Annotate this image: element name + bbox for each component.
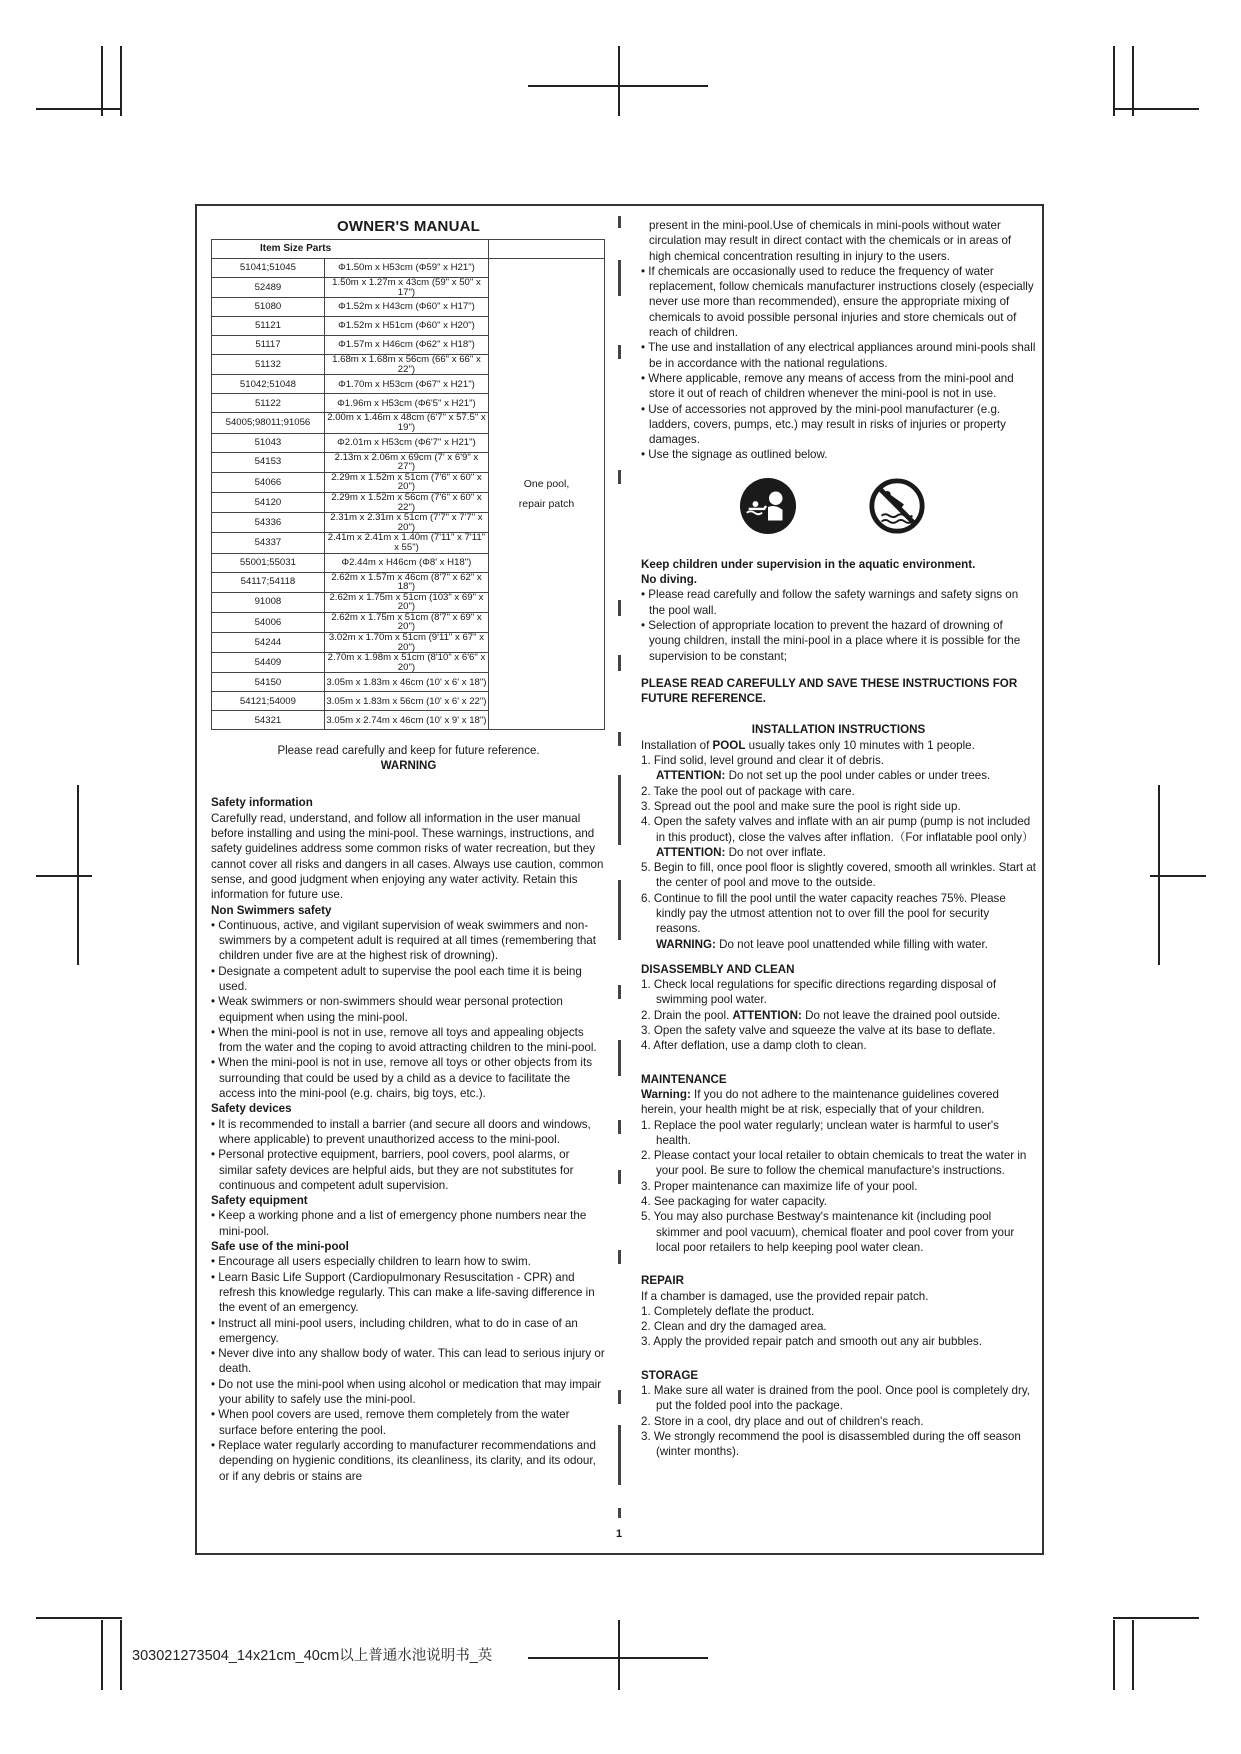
list-item: • Where applicable, remove any means of access from the mini-pool and store it out of reach of children whenever the mini-pool is not in use. [641,371,1014,401]
footer-filename: 303021273504_14x21cm_40cm以上普通水池说明书_英 [132,1648,493,1664]
install-step-1: 1. Find solid, level ground and clear it of debris. [641,754,884,768]
safety-devices-heading: Safety devices [211,1102,292,1116]
read-note-text: Please read carefully and keep for future reference. [277,745,540,758]
item-size: 2.29m x 1.52m x 56cm (7'6" x 60" x 22") [324,492,488,512]
list-item: 1. Make sure all water is drained from the pool. Once pool is completely dry, put the folded pool into the package. [641,1384,1030,1413]
item-number: 54121;54009 [212,692,325,711]
installation-intro [641,738,1036,753]
storage-heading: STORAGE [641,1368,699,1382]
list-item: • Do not use the mini-pool when using alcohol or medication that may impair your ability to safely use the mini-pool. [211,1377,602,1407]
install-step-6: 6. Continue to fill the pool until the water capacity reaches 75%. Please kindly pay the utmost attention not to over fill the pool for security reasons. [641,891,1006,936]
storage-list [641,1383,1036,1459]
installation-heading: INSTALLATION INSTRUCTIONS [751,723,926,737]
item-size: 2.70m x 1.98m x 51cm (8'10" x 6'6" x 20") [324,653,488,673]
list-item: • When the mini-pool is not in use, remove all toys or other objects from its surrounding that could be used by a child as a device to facilitate the access into the mini-pool (e.g. chairs, big toys, etc.). [211,1056,593,1101]
maintenance-heading: MAINTENANCE [641,1072,727,1086]
item-number: 54337 [212,533,325,553]
item-size: 2.62m x 1.57m x 46cm (8'7" x 62" x 18") [324,572,488,592]
right-text [641,218,1036,1459]
no-diving-heading: No diving. [641,573,698,587]
item-number: 51041;51045 [212,259,325,278]
install-step-3: 3. Spread out the pool and make sure the pool is right side up. [641,799,961,813]
safe-use-heading: Safe use of the mini-pool [211,1240,349,1254]
intro-text: Installation of [641,738,713,752]
dis-2-attention: Do not leave the drained pool outside. [801,1008,1001,1022]
list-item: • Learn Basic Life Support (Cardiopulmonary Resuscitation - CPR) and refresh this knowledge regularly. This can make a life-saving difference in the event of an emergency. [211,1270,595,1315]
safe-use-list [211,1254,606,1483]
warning-label: WARNING: [656,937,716,951]
attention-label: ATTENTION: [732,1008,802,1022]
continued-paragraph: present in the mini-pool.Use of chemicals in mini-pools without water circulation may result in direct contact with the chemicals or in areas of high chemical concentration resulting in injury to the users. [649,219,1012,263]
list-item: 3. Apply the provided repair patch and smooth out any air bubbles. [641,1335,982,1349]
item-size: Φ1.50m x H53cm (Φ59" x H21") [324,259,488,278]
disassembly-step-1: 1. Check local regulations for specific directions regarding disposal of swimming pool water. [641,978,997,1007]
item-size: Φ1.52m x H51cm (Φ60" x H20") [324,317,488,336]
item-size: 1.68m x 1.68m x 56cm (66" x 66" x 22") [324,355,488,375]
item-number: 54117;54118 [212,572,325,592]
item-number: 51043 [212,433,325,452]
attention-text: Do not over inflate. [725,845,826,859]
item-number: 54006 [212,612,325,632]
maintenance-list [641,1118,1036,1256]
safety-equipment-list [211,1208,606,1239]
continued-bullets [641,264,1036,463]
item-number: 51117 [212,336,325,355]
save-instructions-heading: PLEASE READ CAREFULLY AND SAVE THESE INSTRUCTIONS FOR FUTURE REFERENCE. [641,676,1018,706]
list-item: 5. You may also purchase Bestway's maintenance kit (including pool skimmer and pool vacuum), chemical floater and pool cover from your local poor retailers to help keeping pool water clean. [641,1210,1015,1254]
list-item: • When the mini-pool is not in use, remove all toys and appealing objects from the water and the coping to avoid attracting children to the mini-pool. [211,1025,597,1055]
safety-text [211,795,606,1483]
item-number: 51121 [212,317,325,336]
item-number: 51132 [212,355,325,375]
read-note [211,744,606,774]
parts-note-line-1: One pool, [523,478,570,491]
item-number: 51080 [212,298,325,317]
list-item: • Weak swimmers or non-swimmers should wear personal protection equipment when using the mini-pool. [211,995,563,1024]
item-number: 54153 [212,452,325,472]
list-item: 2. Store in a cool, dry place and out of children's reach. [641,1414,924,1428]
disassembly-step-2 [641,1008,1036,1023]
page-title: OWNER'S MANUAL [336,218,481,235]
list-item: • Replace water regularly according to manufacturer recommendations and depending on hygienic conditions, its cleanliness, its clarity, and its odour, or if any debris or stains are [211,1438,596,1483]
safety-equipment-heading: Safety equipment [211,1194,308,1208]
keep-children-heading: Keep children under supervision in the aquatic environment. [641,557,976,571]
list-item: 4. See packaging for water capacity. [641,1195,828,1209]
warning-heading: WARNING [380,760,437,773]
item-number: 91008 [212,592,325,612]
item-number: 54321 [212,711,325,730]
list-item: • If chemicals are occasionally used to reduce the frequency of water replacement, follow chemicals manufacturer instructions closely (especially never use more than recommended), ensure the appropriate mixing of chemicals to avoid possible personal injuries and store chemicals out of reach of children. [641,264,1034,340]
table-header: Item Size Parts [212,240,489,259]
attention-label: ATTENTION: [656,769,726,783]
list-item: 2. Clean and dry the damaged area. [641,1320,827,1334]
intro-pool: POOL [712,738,746,752]
item-size: 2.41m x 2.41m x 1.40m (7'11" x 7'11" x 55") [324,533,488,553]
item-number: 54409 [212,653,325,673]
install-step-4-attention [641,845,1036,860]
list-item: • Personal protective equipment, barriers, pool covers, pool alarms, or similar safety devices are helpful aids, but they are not substitutes for continuous and competent adult supervision. [211,1148,574,1192]
intro-text-end: usually takes only 10 minutes with 1 people. [745,738,975,752]
no-diving-sign-icon [868,477,926,535]
attention-text: Do not set up the pool under cables or under trees. [725,769,991,783]
item-size: 2.62m x 1.75m x 51cm (103" x 69" x 20") [324,592,488,612]
item-number: 54120 [212,492,325,512]
list-item: • Use the signage as outlined below. [641,448,828,462]
item-number: 51122 [212,394,325,413]
install-step-6-warning [641,937,1036,952]
item-size: 2.00m x 1.46m x 48cm (6'7" x 57.5" x 19") [324,413,488,433]
safety-devices-list [211,1117,606,1193]
disassembly-heading: DISASSEMBLY AND CLEAN [641,962,795,976]
repair-heading: REPAIR [641,1274,684,1288]
item-size: Φ1.52m x H43cm (Φ60" x H17") [324,298,488,317]
page-number: 1 [616,1528,623,1540]
item-size: Φ1.57m x H46cm (Φ62" x H18") [324,336,488,355]
dis-2-text: 2. Drain the pool. [641,1008,733,1022]
non-swimmers-list [211,918,606,1102]
list-item: • Use of accessories not approved by the mini-pool manufacturer (e.g. ladders, covers, pumps, etc.) may result in risks of injuries or property damages. [641,402,1006,447]
table-header-row [212,240,605,259]
item-size: Φ1.96m x H53cm (Φ6'5" x H21") [324,394,488,413]
list-item: 1. Replace the pool water regularly; unclean water is harmful to user's health. [641,1118,999,1147]
disassembly-step-3: 3. Open the safety valve and squeeze the valve at its base to deflate. [641,1024,996,1038]
install-step-1-attention [641,768,1036,783]
item-number: 55001;55031 [212,553,325,572]
item-size: 2.13m x 2.06m x 69cm (7' x 6'9" x 27") [324,452,488,472]
parts-table-body [212,259,605,730]
list-item: • Designate a competent adult to supervise the pool each time it is being used. [211,964,582,993]
parts-note-line-2: repair patch [518,498,575,511]
item-size: 3.05m x 1.83m x 46cm (10' x 6' x 18") [324,673,488,692]
item-size: Φ1.70m x H53cm (Φ67" x H21") [324,375,488,394]
safety-info-heading: Safety information [211,796,313,810]
item-size: 2.62m x 1.75m x 51cm (8'7" x 69" x 20") [324,612,488,632]
item-size: Φ2.01m x H53cm (Φ6'7" x H21") [324,433,488,452]
repair-list [641,1304,1036,1350]
install-step-5: 5. Begin to fill, once pool floor is slightly covered, smooth all wrinkles. Start at the center of pool and move to the outside. [641,861,1037,890]
table-header-empty [489,240,605,259]
maint-warning-text: If you do not adhere to the maintenance guidelines covered herein, your health might be at risk, especially that of your children. [641,1087,999,1117]
list-item: 3. Proper maintenance can maximize life of your pool. [641,1179,918,1193]
list-item: • Selection of appropriate location to prevent the hazard of drowning of young children, install the mini-pool in a place where it is possible for the supervision to be constant; [641,618,1021,663]
item-number: 52489 [212,278,325,298]
install-step-2: 2. Take the pool out of package with care. [641,784,855,798]
list-item: • Instruct all mini-pool users, including children, what to do in case of an emergency. [211,1316,578,1345]
safety-info-paragraph: Carefully read, understand, and follow all information in the user manual before installing and using the mini-pool. These warnings, instructions, and safety guidelines address some common risks of water recreation, but they cannot cover all risks and dangers in all cases. Always use caution, common sense, and good judgment when enjoying any water activity. Retain this information for future use. [211,811,604,902]
install-step-4: 4. Open the safety valves and inflate with an air pump (pump is not included in this product), close the valves after inflation.（For inflatable pool only） [641,815,1034,844]
right-column [641,218,1036,1459]
list-item: • Continuous, active, and vigilant supervision of weak swimmers and non-swimmers by a competent adult is required at all times (remembering that children under five are at the highest risk of drowning). [211,918,596,963]
parts-cell [489,259,605,730]
list-item: • It is recommended to install a barrier (and secure all doors and windows, where applicable) to prevent unauthorized access to the mini-pool. [211,1117,591,1146]
item-size: 3.02m x 1.70m x 51cm (9'11" x 67" x 20") [324,633,488,653]
item-size: 3.05m x 2.74m x 46cm (10' x 9' x 18") [324,711,488,730]
list-item: • Keep a working phone and a list of emergency phone numbers near the mini-pool. [211,1209,587,1238]
attention-label: ATTENTION: [656,845,726,859]
maint-warning-label: Warning: [641,1087,691,1101]
list-item: • The use and installation of any electrical appliances around mini-pools shall be in accordance with the national regulations. [641,341,1036,370]
list-item: 3. We strongly recommend the pool is disassembled during the off season (winter months). [641,1429,1021,1459]
parts-table [211,239,605,730]
left-column [211,216,606,1484]
warning-text: Do not leave pool unattended while filling with water. [715,937,988,951]
item-number: 54336 [212,513,325,533]
table-row [212,259,605,278]
item-size: 2.31m x 2.31m x 51cm (7'7" x 7'7" x 20") [324,513,488,533]
disassembly-step-4: 4. After deflation, use a damp cloth to clean. [641,1039,867,1053]
item-number: 51042;51048 [212,375,325,394]
list-item: • When pool covers are used, remove them completely from the water surface before entering the pool. [211,1408,570,1437]
list-item: • Please read carefully and follow the safety warnings and safety signs on the pool wall. [641,588,1019,617]
list-item: • Encourage all users especially children to learn how to swim. [211,1255,531,1269]
safety-signs [641,469,1036,557]
item-number: 54066 [212,472,325,492]
item-size: 2.29m x 1.52m x 51cm (7'6" x 60" x 20") [324,472,488,492]
item-size: 1.50m x 1.27m x 43cm (59" x 50" x 17") [324,278,488,298]
item-number: 54150 [212,673,325,692]
item-size: 3.05m x 1.83m x 56cm (10' x 6' x 22") [324,692,488,711]
sign-bullets [641,587,1036,663]
supervision-sign-icon [739,477,797,535]
item-number: 54005;98011;91056 [212,413,325,433]
item-number: 54244 [212,633,325,653]
repair-intro: If a chamber is damaged, use the provided repair patch. [641,1289,929,1303]
item-size: Φ2.44m x H46cm (Φ8' x H18") [324,553,488,572]
list-item: 2. Please contact your local retailer to obtain chemicals to treat the water in your pool. Be sure to follow the chemical manufacture's instructions. [641,1149,1027,1178]
maintenance-warning [641,1087,1036,1118]
non-swimmers-heading: Non Swimmers safety [211,903,332,917]
list-item: • Never dive into any shallow body of water. This can lead to serious injury or death. [211,1347,605,1376]
list-item: 1. Completely deflate the product. [641,1304,815,1318]
